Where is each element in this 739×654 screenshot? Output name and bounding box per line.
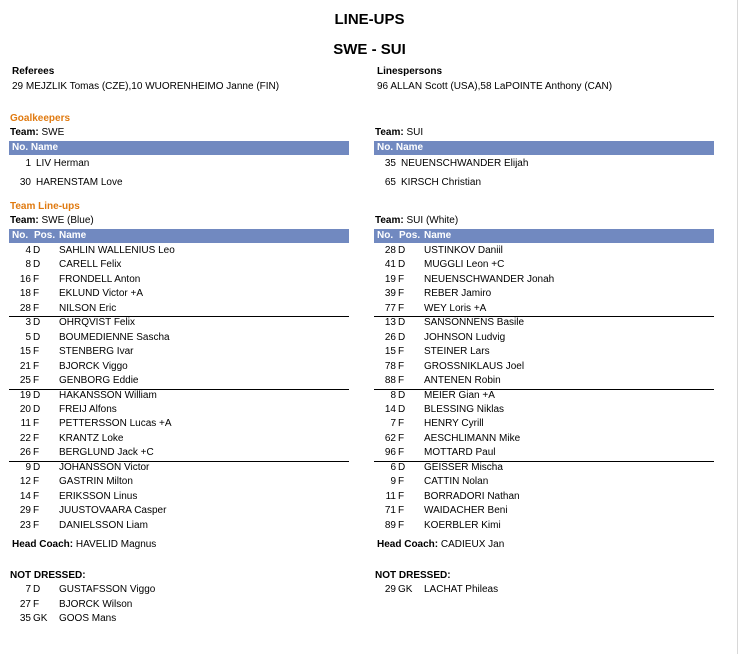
player-row [11, 447, 351, 461]
player-position: D [33, 403, 41, 415]
player-position: F [398, 519, 405, 531]
player-row [376, 303, 716, 317]
player-position: D [398, 245, 406, 256]
player-position: GK [398, 584, 413, 595]
player-name: BLESSING Niklas [424, 403, 505, 415]
player-number: 96 [384, 447, 396, 459]
player-position: F [398, 375, 405, 387]
player-name: STENBERG Ivar [59, 346, 134, 358]
player-name: GENBORG Eddie [59, 375, 139, 387]
player-row [376, 375, 716, 389]
player-name: BJORCK Wilson [59, 598, 133, 610]
player-number: 14 [384, 403, 396, 415]
player-name: BJORCK Viggo [59, 360, 128, 372]
away-gk-header [374, 141, 714, 155]
player-number: 26 [384, 331, 396, 343]
player-row [11, 599, 351, 613]
player-name: USTINKOV Daniil [424, 245, 503, 256]
player-row [376, 317, 716, 331]
player-name: GROSSNIKLAUS Joel [424, 360, 525, 372]
player-position: F [398, 432, 405, 444]
player-number: 39 [384, 288, 396, 300]
player-row [11, 332, 351, 346]
player-name: CARELL Felix [59, 259, 122, 271]
home-gk-header [9, 141, 349, 155]
header-name: Name [59, 230, 87, 241]
player-row [11, 259, 351, 273]
away-team-colored: SUI (White) [406, 215, 459, 226]
gk-header-label: No. Name [12, 142, 59, 153]
player-number: 20 [19, 403, 31, 415]
player-number: 89 [384, 519, 396, 531]
player-row [11, 390, 351, 404]
away-head-coach [377, 539, 504, 550]
player-name: PETTERSSON Lucas +A [59, 418, 172, 430]
team-label: Team: [375, 127, 404, 138]
player-row [11, 361, 351, 375]
player-row [11, 303, 351, 317]
player-position: F [33, 598, 40, 610]
player-name: KIRSCH Christian [401, 177, 482, 188]
goalkeeper-row [376, 177, 716, 191]
player-row [376, 288, 716, 302]
home-team-name: SWE [41, 127, 65, 138]
player-position: F [33, 447, 40, 459]
player-name: JUUSTOVAARA Casper [59, 505, 167, 517]
player-number: 23 [19, 519, 31, 531]
player-row [11, 375, 351, 389]
player-number: 78 [384, 360, 396, 372]
player-name: MEIER Gian +A [424, 389, 495, 401]
player-name: BERGLUND Jack +C [59, 447, 154, 459]
player-number: 3 [25, 317, 31, 329]
player-position: F [398, 273, 405, 285]
player-position: D [33, 389, 41, 401]
player-row [376, 520, 716, 534]
header-pos: Pos. [34, 230, 56, 241]
head-coach-label: Head Coach: [377, 539, 439, 550]
away-lineup-team [375, 215, 458, 226]
player-row [376, 491, 716, 505]
player-row [376, 390, 716, 404]
player-name: LIV Herman [36, 158, 90, 169]
player-position: D [33, 331, 41, 343]
player-row [11, 346, 351, 360]
match-title: SWE - SUI [333, 41, 406, 58]
player-position: F [398, 476, 405, 488]
player-number: 65 [384, 177, 396, 188]
player-row [376, 361, 716, 375]
player-position: D [398, 403, 406, 415]
player-name: BOUMEDIENNE Sascha [59, 331, 170, 343]
player-number: 29 [384, 584, 396, 595]
player-name: GEISSER Mischa [424, 461, 503, 473]
linespersons-label: Linespersons [377, 66, 443, 77]
player-name: DANIELSSON Liam [59, 519, 148, 531]
player-position: F [398, 447, 405, 459]
player-number: 1 [25, 158, 31, 169]
player-row [376, 462, 716, 476]
player-number: 28 [19, 302, 31, 314]
player-position: F [33, 273, 40, 285]
player-position: D [398, 461, 406, 473]
player-number: 12 [19, 476, 31, 488]
player-row [376, 404, 716, 418]
player-position: F [33, 346, 40, 358]
player-row [11, 476, 351, 490]
player-number: 88 [384, 375, 396, 387]
player-name: EKLUND Victor +A [59, 288, 144, 300]
goalkeeper-row [376, 158, 716, 172]
away-head-coach-name: CADIEUX Jan [440, 539, 505, 550]
header-no: No. [377, 230, 394, 241]
player-name: SAHLIN WALLENIUS Leo [59, 245, 175, 256]
player-name: OHRQVIST Felix [59, 317, 135, 329]
player-number: 7 [390, 418, 396, 430]
player-number: 16 [19, 273, 31, 285]
player-name: CATTIN Nolan [424, 476, 489, 488]
player-number: 35 [19, 613, 31, 624]
player-position: D [398, 331, 406, 343]
player-name: GASTRIN Milton [59, 476, 133, 488]
home-lineup-team [10, 215, 94, 226]
player-name: NILSON Eric [59, 302, 117, 314]
player-row [376, 433, 716, 447]
player-row [11, 613, 351, 627]
player-position: F [398, 360, 405, 372]
player-row [11, 584, 351, 598]
player-number: 18 [19, 288, 31, 300]
player-position: F [33, 490, 40, 502]
player-number: 11 [20, 418, 31, 430]
player-position: F [33, 360, 40, 372]
goalkeepers-heading: Goalkeepers [10, 113, 71, 124]
player-name: AESCHLIMANN Mike [424, 432, 521, 444]
away-team-name: SUI [406, 127, 424, 138]
player-name: JOHANSSON Victor [59, 461, 150, 473]
player-row [11, 505, 351, 519]
player-row [376, 584, 716, 598]
player-name: ERIKSSON Linus [59, 490, 138, 502]
player-name: HAKANSSON William [59, 389, 157, 401]
player-name: NEUENSCHWANDER Jonah [424, 273, 555, 285]
player-position: D [33, 259, 41, 271]
player-number: 8 [25, 259, 31, 271]
player-number: 35 [384, 158, 396, 169]
player-position: D [398, 389, 406, 401]
referees-label: Referees [12, 66, 55, 77]
player-number: 25 [19, 375, 31, 387]
goalkeeper-row [11, 177, 351, 191]
player-row [11, 418, 351, 432]
player-position: F [33, 432, 40, 444]
player-number: 15 [19, 346, 31, 358]
player-row [376, 332, 716, 346]
player-number: 9 [25, 461, 31, 473]
home-team-colored: SWE (Blue) [41, 215, 94, 226]
player-name: NEUENSCHWANDER Elijah [401, 158, 529, 169]
player-position: F [33, 476, 40, 488]
player-number: 21 [19, 360, 31, 372]
player-position: D [398, 259, 406, 271]
home-gk-team [10, 127, 64, 138]
page-edge [737, 0, 738, 654]
home-head-coach-name: HAVELID Magnus [75, 539, 157, 550]
player-name: MOTTARD Paul [424, 447, 496, 459]
player-name: JOHNSON Ludvig [424, 331, 506, 343]
player-number: 71 [384, 505, 396, 517]
player-number: 26 [19, 447, 31, 459]
player-number: 6 [390, 461, 396, 473]
player-row [11, 245, 351, 259]
player-name: REBER Jamiro [424, 288, 492, 300]
player-position: D [33, 317, 41, 329]
away-lineup-header [374, 229, 714, 243]
player-number: 9 [390, 476, 396, 488]
player-row [376, 259, 716, 273]
header-no: No. [12, 230, 29, 241]
player-position: F [33, 302, 40, 314]
player-number: 11 [385, 490, 396, 502]
player-row [11, 462, 351, 476]
player-row [11, 520, 351, 534]
player-name: FREIJ Alfons [59, 403, 117, 415]
player-position: F [33, 519, 40, 531]
home-head-coach [12, 539, 156, 550]
player-number: 62 [384, 432, 396, 444]
player-name: FRONDELL Anton [59, 273, 141, 285]
player-name: HARENSTAM Love [36, 177, 123, 188]
header-pos: Pos. [399, 230, 421, 241]
away-not-dressed-label: NOT DRESSED: [375, 570, 451, 581]
header-name: Name [424, 230, 452, 241]
player-number: 29 [19, 505, 31, 517]
player-number: 77 [384, 302, 396, 314]
player-position: F [33, 375, 40, 387]
player-number: 15 [384, 346, 396, 358]
head-coach-label: Head Coach: [12, 539, 74, 550]
player-position: F [33, 288, 40, 300]
player-name: STEINER Lars [424, 346, 490, 358]
player-position: D [33, 245, 41, 256]
lineups-heading: Team Line-ups [10, 201, 80, 212]
team-label: Team: [375, 215, 404, 226]
player-name: BORRADORI Nathan [424, 490, 520, 502]
player-name: GUSTAFSSON Viggo [59, 584, 156, 595]
player-position: D [398, 317, 406, 329]
player-number: 19 [384, 273, 396, 285]
goalkeeper-row [11, 158, 351, 172]
player-position: F [398, 490, 405, 502]
player-position: F [398, 418, 405, 430]
player-row [11, 404, 351, 418]
player-name: ANTENEN Robin [424, 375, 501, 387]
player-number: 28 [384, 245, 396, 256]
player-number: 4 [25, 245, 31, 256]
player-name: WAIDACHER Beni [424, 505, 508, 517]
player-position: F [398, 302, 405, 314]
player-number: 5 [25, 331, 31, 343]
player-name: WEY Loris +A [424, 302, 487, 314]
player-row [11, 317, 351, 331]
player-name: LACHAT Phileas [424, 584, 499, 595]
player-number: 27 [19, 598, 31, 610]
page-title: LINE-UPS [334, 11, 405, 28]
player-row [376, 245, 716, 259]
home-lineup-header [9, 229, 349, 243]
player-row [376, 476, 716, 490]
player-name: KRANTZ Loke [59, 432, 124, 444]
player-position: F [33, 505, 40, 517]
player-name: HENRY Cyrill [424, 418, 484, 430]
team-label: Team: [10, 215, 39, 226]
player-position: F [398, 288, 405, 300]
player-name: SANSONNENS Basile [424, 317, 525, 329]
player-row [376, 447, 716, 461]
player-row [11, 433, 351, 447]
player-row [11, 288, 351, 302]
player-number: 41 [384, 259, 396, 271]
player-position: GK [33, 613, 48, 624]
referees-value: 29 MEJZLIK Tomas (CZE),10 WUORENHEIMO Janne (FIN) [12, 81, 280, 92]
player-row [376, 505, 716, 519]
player-name: MUGGLI Leon +C [424, 259, 505, 271]
player-row [11, 274, 351, 288]
team-label: Team: [10, 127, 39, 138]
player-name: GOOS Mans [59, 613, 117, 624]
gk-header-label: No. Name [377, 142, 424, 153]
player-number: 19 [19, 389, 31, 401]
player-position: F [398, 346, 405, 358]
player-position: F [33, 418, 40, 430]
player-number: 30 [19, 177, 31, 188]
player-number: 8 [390, 389, 396, 401]
player-name: KOERBLER Kimi [424, 519, 501, 531]
away-gk-team [375, 127, 423, 138]
player-row [376, 346, 716, 360]
player-position: F [398, 505, 405, 517]
home-not-dressed-label: NOT DRESSED: [10, 570, 86, 581]
player-number: 14 [19, 490, 31, 502]
player-row [11, 491, 351, 505]
player-number: 7 [25, 584, 31, 595]
player-number: 13 [384, 317, 396, 329]
player-position: D [33, 584, 41, 595]
linespersons-value: 96 ALLAN Scott (USA),58 LaPOINTE Anthony (CAN) [377, 81, 613, 92]
player-row [376, 274, 716, 288]
player-number: 22 [19, 432, 31, 444]
player-position: D [33, 461, 41, 473]
player-row [376, 418, 716, 432]
